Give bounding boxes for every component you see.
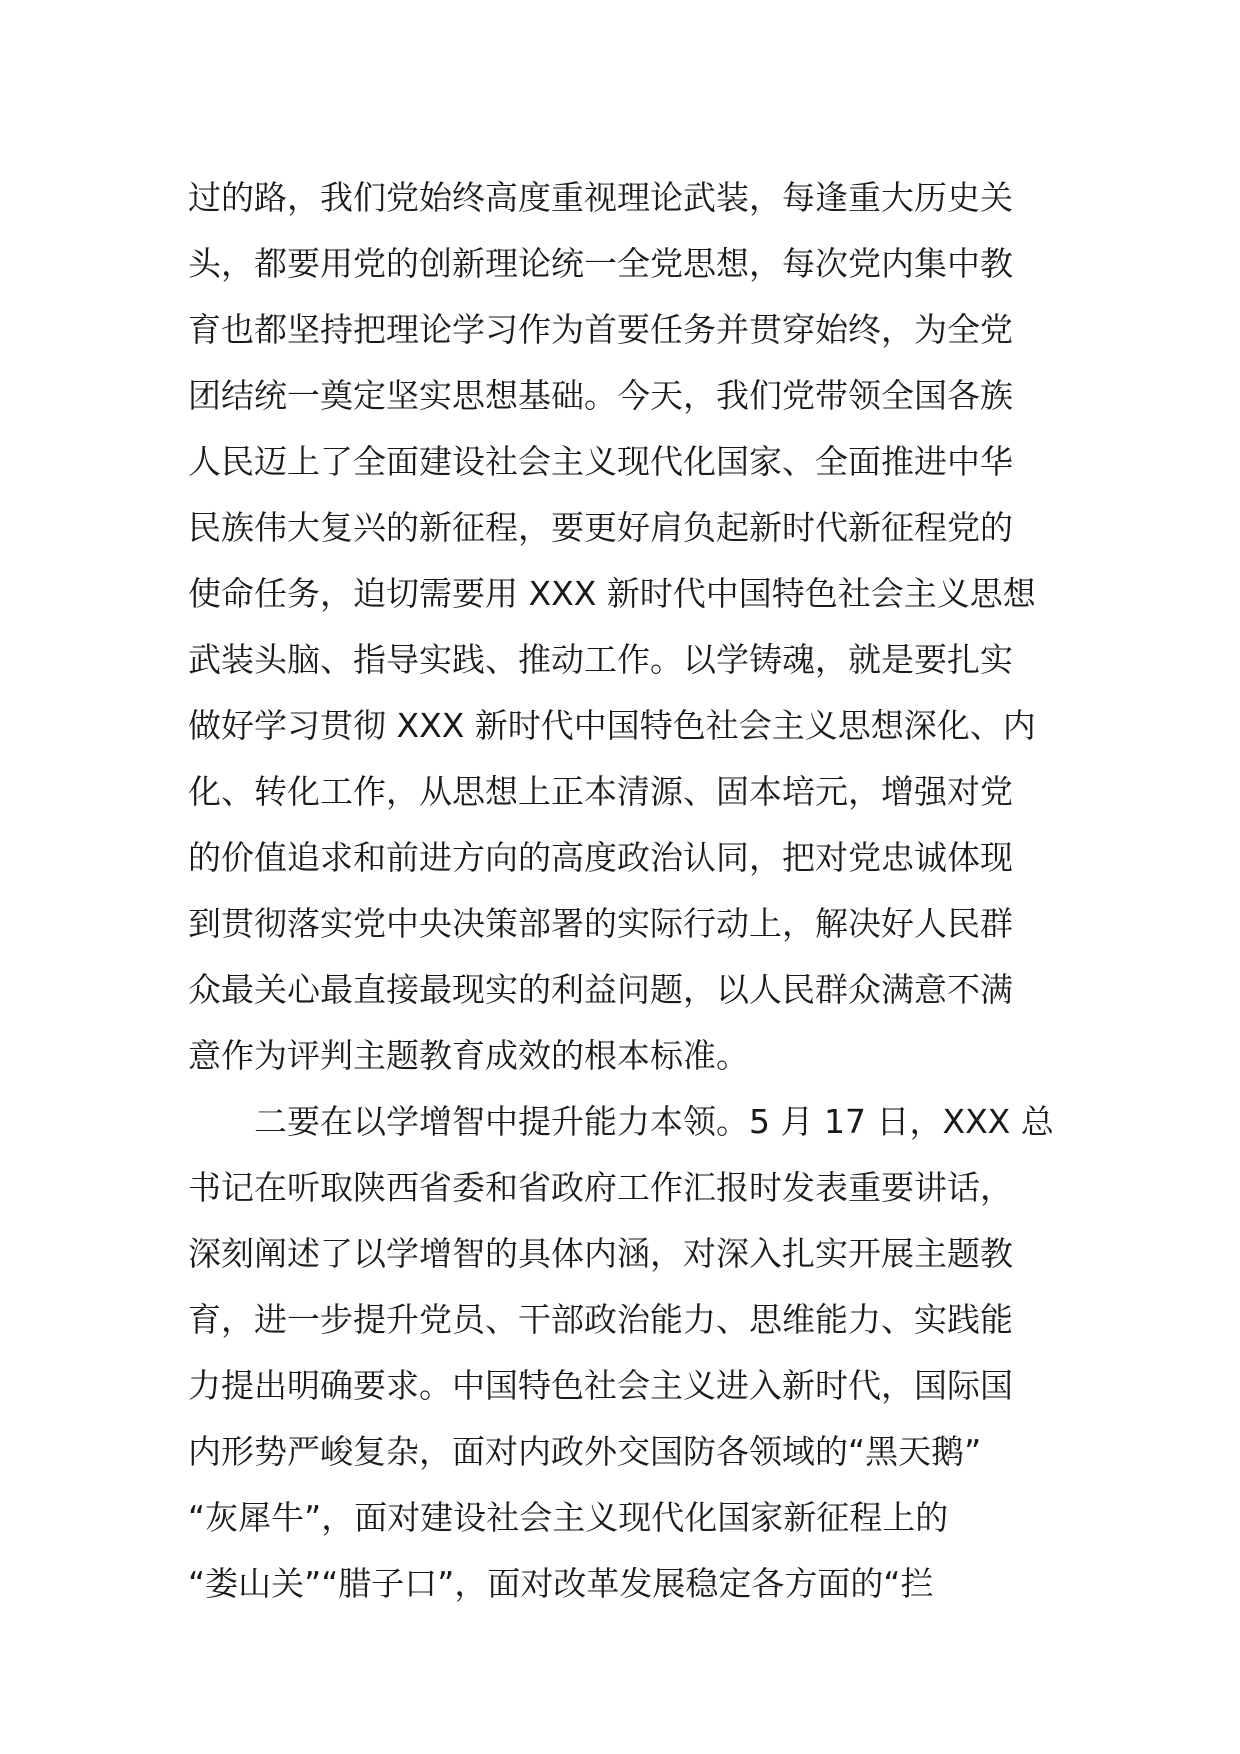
text-line: “娄山关”“腊子口”，面对改革发展稳定各方面的“拦: [188, 1564, 934, 1603]
text-line: 使命任务，迫切需要用 XXX 新时代中国特色社会主义思想: [188, 574, 1036, 613]
text-line: 育，进一步提升党员、干部政治能力、思维能力、实践能: [188, 1300, 1013, 1339]
text-line: 民族伟大复兴的新征程，要更好肩负起新时代新征程党的: [188, 508, 1013, 547]
text-line: 深刻阐述了以学增智的具体内涵，对深入扎实开展主题教: [188, 1234, 1013, 1273]
text-line: “灰犀牛”，面对建设社会主义现代化国家新征程上的: [188, 1498, 949, 1537]
body-text: [188, 165, 1068, 1617]
text-line: 团结统一奠定坚实思想基础。今天，我们党带领全国各族: [188, 376, 1013, 415]
paragraph-start-line: 二要在以学增智中提升能力本领。5 月 17 日，XXX 总: [254, 1102, 1054, 1141]
text-line: 到贯彻落实党中央决策部署的实际行动上，解决好人民群: [188, 904, 1013, 943]
text-line: 的价值追求和前进方向的高度政治认同，把对党忠诚体现: [188, 838, 1013, 877]
text-line: 过的路，我们党始终高度重视理论武装，每逢重大历史关: [188, 178, 1013, 217]
text-line: 育也都坚持把理论学习作为首要任务并贯穿始终，为全党: [188, 310, 1013, 349]
text-line: 众最关心最直接最现实的利益问题，以人民群众满意不满: [188, 970, 1013, 1009]
text-line: 意作为评判主题教育成效的根本标准。: [188, 1036, 749, 1075]
text-line: 化、转化工作，从思想上正本清源、固本培元，增强对党: [188, 772, 1013, 811]
text-line: 力提出明确要求。中国特色社会主义进入新时代，国际国: [188, 1366, 1013, 1405]
text-line: 武装头脑、指导实践、推动工作。以学铸魂，就是要扎实: [188, 640, 1013, 679]
text-line: 书记在听取陕西省委和省政府工作汇报时发表重要讲话，: [188, 1168, 1013, 1207]
text-line: 头，都要用党的创新理论统一全党思想，每次党内集中教: [188, 244, 1013, 283]
text-line: 做好学习贯彻 XXX 新时代中国特色社会主义思想深化、内: [188, 706, 1036, 745]
text-line: 内形势严峻复杂，面对内政外交国防各领域的“黑天鹅”: [188, 1432, 982, 1471]
text-line: 人民迈上了全面建设社会主义现代化国家、全面推进中华: [188, 442, 1013, 481]
